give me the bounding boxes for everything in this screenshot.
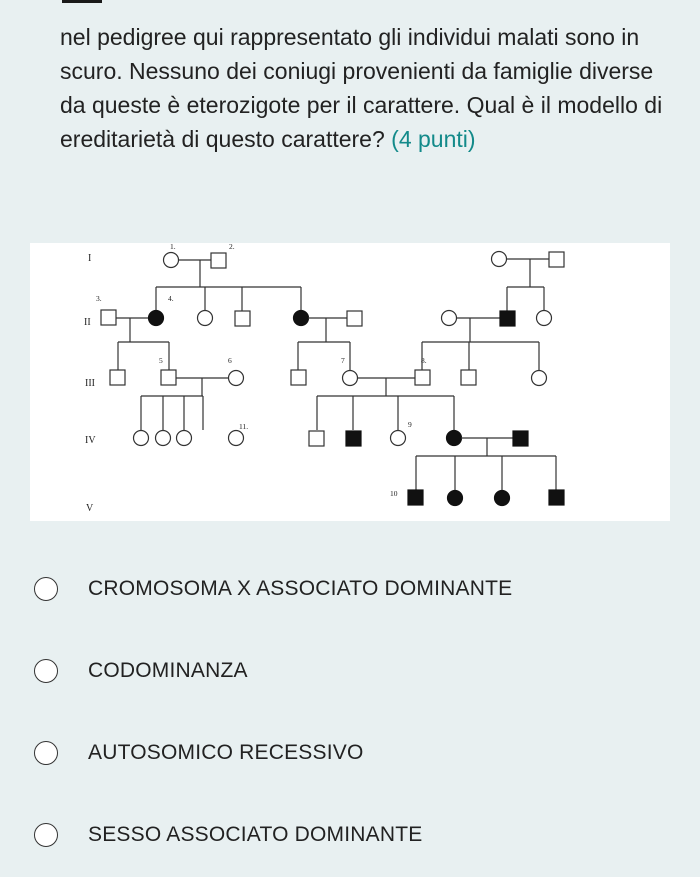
individual-label-11: 11. bbox=[239, 422, 249, 431]
option-label: AUTOSOMICO RECESSIVO bbox=[88, 741, 364, 764]
individual-label-3: 3. bbox=[96, 294, 102, 303]
option-x-linked-dominant[interactable] bbox=[30, 548, 670, 630]
individual-label-1: 1. bbox=[170, 243, 176, 251]
individual-label-10: 10 bbox=[390, 489, 398, 498]
option-sex-linked-dominant[interactable] bbox=[30, 794, 670, 876]
radio-button[interactable] bbox=[34, 823, 58, 847]
individual-label-7: 7 bbox=[341, 356, 345, 365]
radio-button[interactable] bbox=[34, 741, 58, 765]
question-points: (4 punti) bbox=[391, 126, 476, 152]
gen-label-1: I bbox=[88, 253, 92, 264]
radio-button[interactable] bbox=[34, 659, 58, 683]
individual-label-2: 2. bbox=[229, 243, 235, 251]
gen-label-3: III bbox=[85, 378, 95, 389]
pedigree-figure bbox=[30, 243, 670, 521]
radio-button[interactable] bbox=[34, 577, 58, 601]
option-label: CODOMINANZA bbox=[88, 659, 248, 682]
individual-label-5: 5 bbox=[159, 356, 163, 365]
option-autosomal-recessive[interactable] bbox=[30, 712, 670, 794]
individual-label-9: 9 bbox=[408, 420, 412, 429]
gen-label-2: II bbox=[84, 317, 91, 328]
gen-label-5: V bbox=[86, 503, 94, 514]
answer-options bbox=[30, 548, 670, 876]
top-divider bbox=[62, 0, 102, 3]
individual-label-4: 4. bbox=[168, 294, 174, 303]
question-text bbox=[60, 20, 680, 156]
gen-label-4: IV bbox=[85, 435, 96, 446]
individual-label-6: 6 bbox=[228, 356, 232, 365]
question-body: nel pedigree qui rappresentato gli individui malati sono in scuro. Nessuno dei coniugi provenienti da famiglie diverse da queste è eterozigote per il carattere. Qual è il modello di ereditarietà di questo carattere? bbox=[60, 24, 663, 152]
option-label: CROMOSOMA X ASSOCIATO DOMINANTE bbox=[88, 577, 513, 600]
option-label: SESSO ASSOCIATO DOMINANTE bbox=[88, 823, 423, 846]
individual-label-8: 8. bbox=[421, 356, 427, 365]
pedigree-chart bbox=[30, 243, 670, 521]
option-codominance[interactable] bbox=[30, 630, 670, 712]
